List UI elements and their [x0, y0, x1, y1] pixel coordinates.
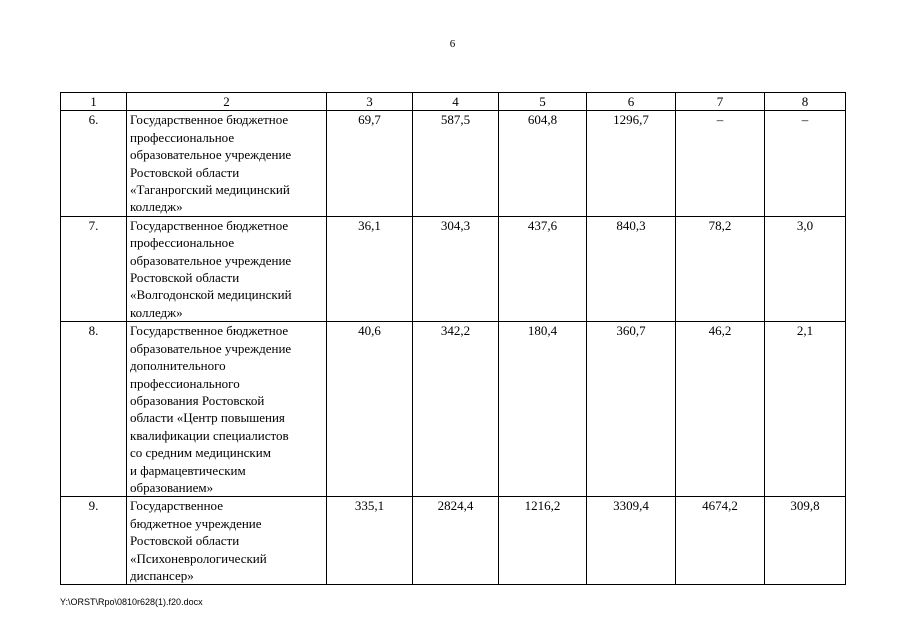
- value-cell: 36,1: [327, 216, 413, 321]
- row-number: 8.: [61, 322, 127, 497]
- table-row: [61, 322, 846, 497]
- header-cell: 4: [413, 93, 499, 111]
- value-cell: 46,2: [676, 322, 765, 497]
- value-cell: 3309,4: [587, 497, 676, 585]
- value-cell: 180,4: [499, 322, 587, 497]
- value-cell: 2,1: [765, 322, 846, 497]
- value-cell: 1296,7: [587, 111, 676, 216]
- value-cell: 335,1: [327, 497, 413, 585]
- header-cell: 2: [127, 93, 327, 111]
- value-cell: 304,3: [413, 216, 499, 321]
- value-cell: 1216,2: [499, 497, 587, 585]
- page-number: 6: [449, 38, 456, 50]
- value-cell: 840,3: [587, 216, 676, 321]
- header-cell: 5: [499, 93, 587, 111]
- header-cell: 8: [765, 93, 846, 111]
- header-cell: 3: [327, 93, 413, 111]
- row-number: 7.: [61, 216, 127, 321]
- value-cell: 342,2: [413, 322, 499, 497]
- value-cell: 587,5: [413, 111, 499, 216]
- footer-file-path: Y:\ORST\Rpo\0810r628(1).f20.docx: [60, 597, 203, 607]
- row-number: 9.: [61, 497, 127, 585]
- value-cell: 3,0: [765, 216, 846, 321]
- value-cell: 309,8: [765, 497, 846, 585]
- institution-name: Государственное бюджетное профессиональное образовательное учреждение Ростовской области «Таганрогский медицинский колледж»: [127, 111, 327, 216]
- value-cell: 4674,2: [676, 497, 765, 585]
- table-row: [61, 111, 846, 216]
- value-cell: –: [765, 111, 846, 216]
- institution-name: Государственное бюджетное образовательное учреждение дополнительного профессионального образования Ростовской области «Центр повышения квалификации специалистов со средним медицинским и фармацевтическим образованием»: [127, 322, 327, 497]
- header-row: [61, 93, 846, 111]
- header-cell: 6: [587, 93, 676, 111]
- value-cell: 360,7: [587, 322, 676, 497]
- value-cell: 69,7: [327, 111, 413, 216]
- value-cell: 604,8: [499, 111, 587, 216]
- institution-name: Государственное бюджетное профессиональное образовательное учреждение Ростовской области «Волгодонской медицинский колледж»: [127, 216, 327, 321]
- table-row: [61, 216, 846, 321]
- table-row: [61, 497, 846, 585]
- header-cell: 7: [676, 93, 765, 111]
- data-table: [60, 92, 846, 585]
- value-cell: 437,6: [499, 216, 587, 321]
- value-cell: 2824,4: [413, 497, 499, 585]
- value-cell: 78,2: [676, 216, 765, 321]
- header-cell: 1: [61, 93, 127, 111]
- value-cell: 40,6: [327, 322, 413, 497]
- row-number: 6.: [61, 111, 127, 216]
- institution-name: Государственное бюджетное учреждение Ростовской области «Психоневрологический диспансер»: [127, 497, 327, 585]
- value-cell: –: [676, 111, 765, 216]
